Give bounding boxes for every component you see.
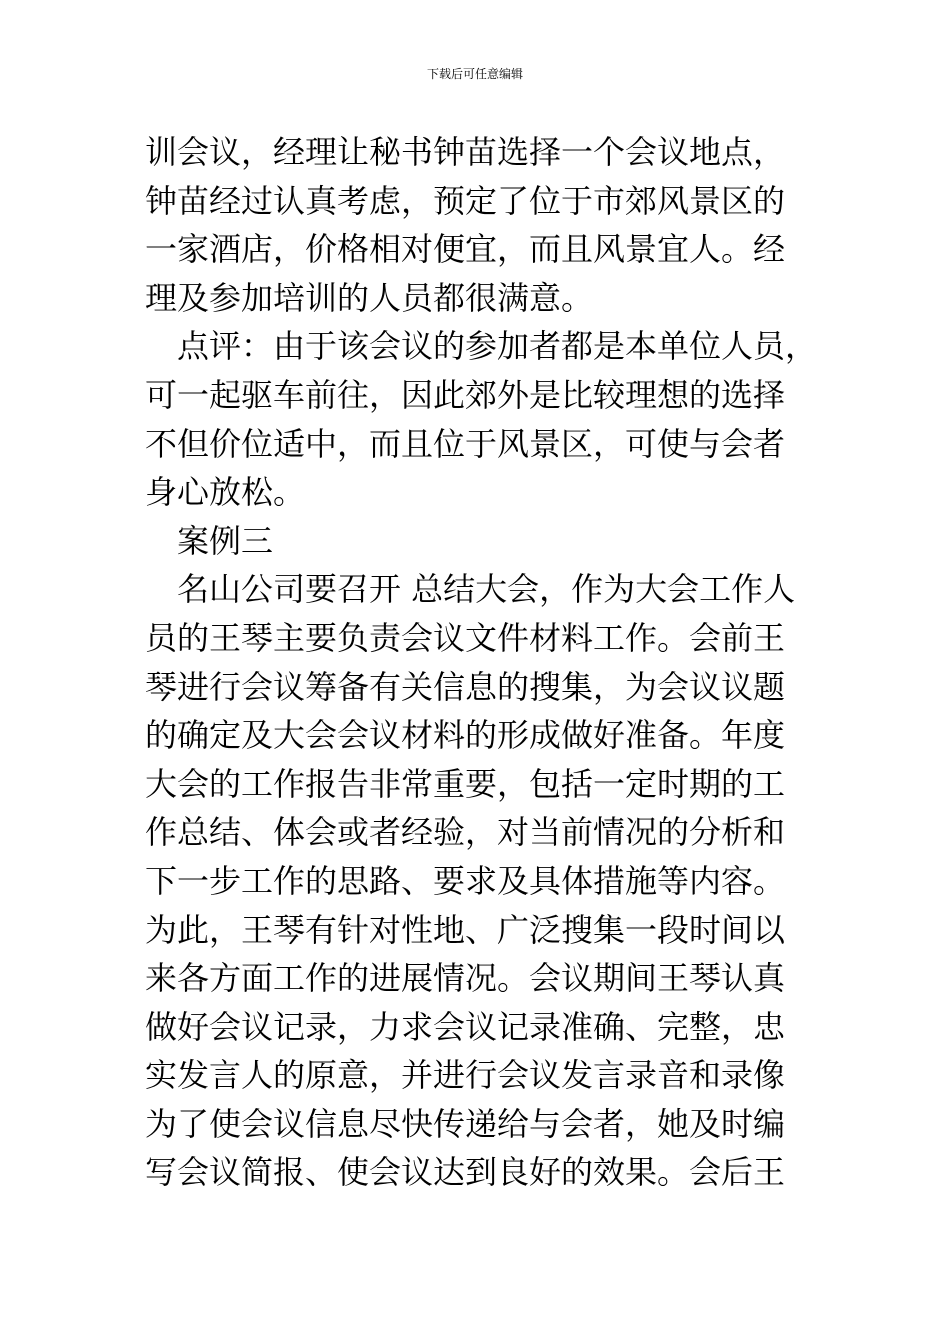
text-line: 大会的工作报告非常重要，包括一定时期的工: [145, 764, 786, 803]
document-body: [145, 128, 818, 1197]
text-line: 实发言人的原意，并进行会议发言录音和录像: [145, 1056, 786, 1095]
text-line: 做好会议记录，力求会议记录准确、完整，忠: [145, 1007, 786, 1046]
paragraph-first-line: 点评：由于该会议的参加者都是本单位人员，: [177, 327, 818, 366]
text-line: 为此，王琴有针对性地、广泛搜集一段时间以: [145, 910, 786, 949]
text-line: 不但价位适中，而且位于风景区，可使与会者: [145, 424, 786, 463]
text-line: 一家酒店，价格相对便宜，而且风景宜人。经: [145, 230, 786, 269]
text-line: 下一步工作的思路、要求及具体措施等内容。: [145, 861, 786, 900]
case-heading: 案例三: [177, 521, 274, 560]
text-line: 钟苗经过认真考虑，预定了位于市郊风景区的: [145, 181, 786, 220]
text-line: 身心放松。: [145, 473, 306, 512]
text-line: 的确定及大会会议材料的形成做好准备。年度: [145, 716, 786, 755]
text-line: 写会议简报、使会议达到良好的效果。会后王: [145, 1153, 786, 1192]
text-line: 作总结、体会或者经验，对当前情况的分析和: [145, 813, 786, 852]
text-line: 为了使会议信息尽快传递给与会者，她及时编: [145, 1104, 786, 1143]
paragraph-first-line: 名山公司要召开 总结大会，作为大会工作人: [177, 570, 796, 609]
text-line: 琴进行会议筹备有关信息的搜集，为会议议题: [145, 667, 786, 706]
text-line: 可一起驱车前往，因此郊外是比较理想的选择: [145, 375, 786, 414]
text-line: 员的王琴主要负责会议文件材料工作。会前王: [145, 618, 786, 657]
text-line: 理及参加培训的人员都很满意。: [145, 278, 594, 317]
page-header: 下载后可任意编辑: [426, 67, 523, 81]
text-line: 来各方面工作的进展情况。会议期间王琴认真: [145, 959, 786, 998]
text-line: 训会议，经理让秘书钟苗选择一个会议地点，: [145, 133, 786, 171]
